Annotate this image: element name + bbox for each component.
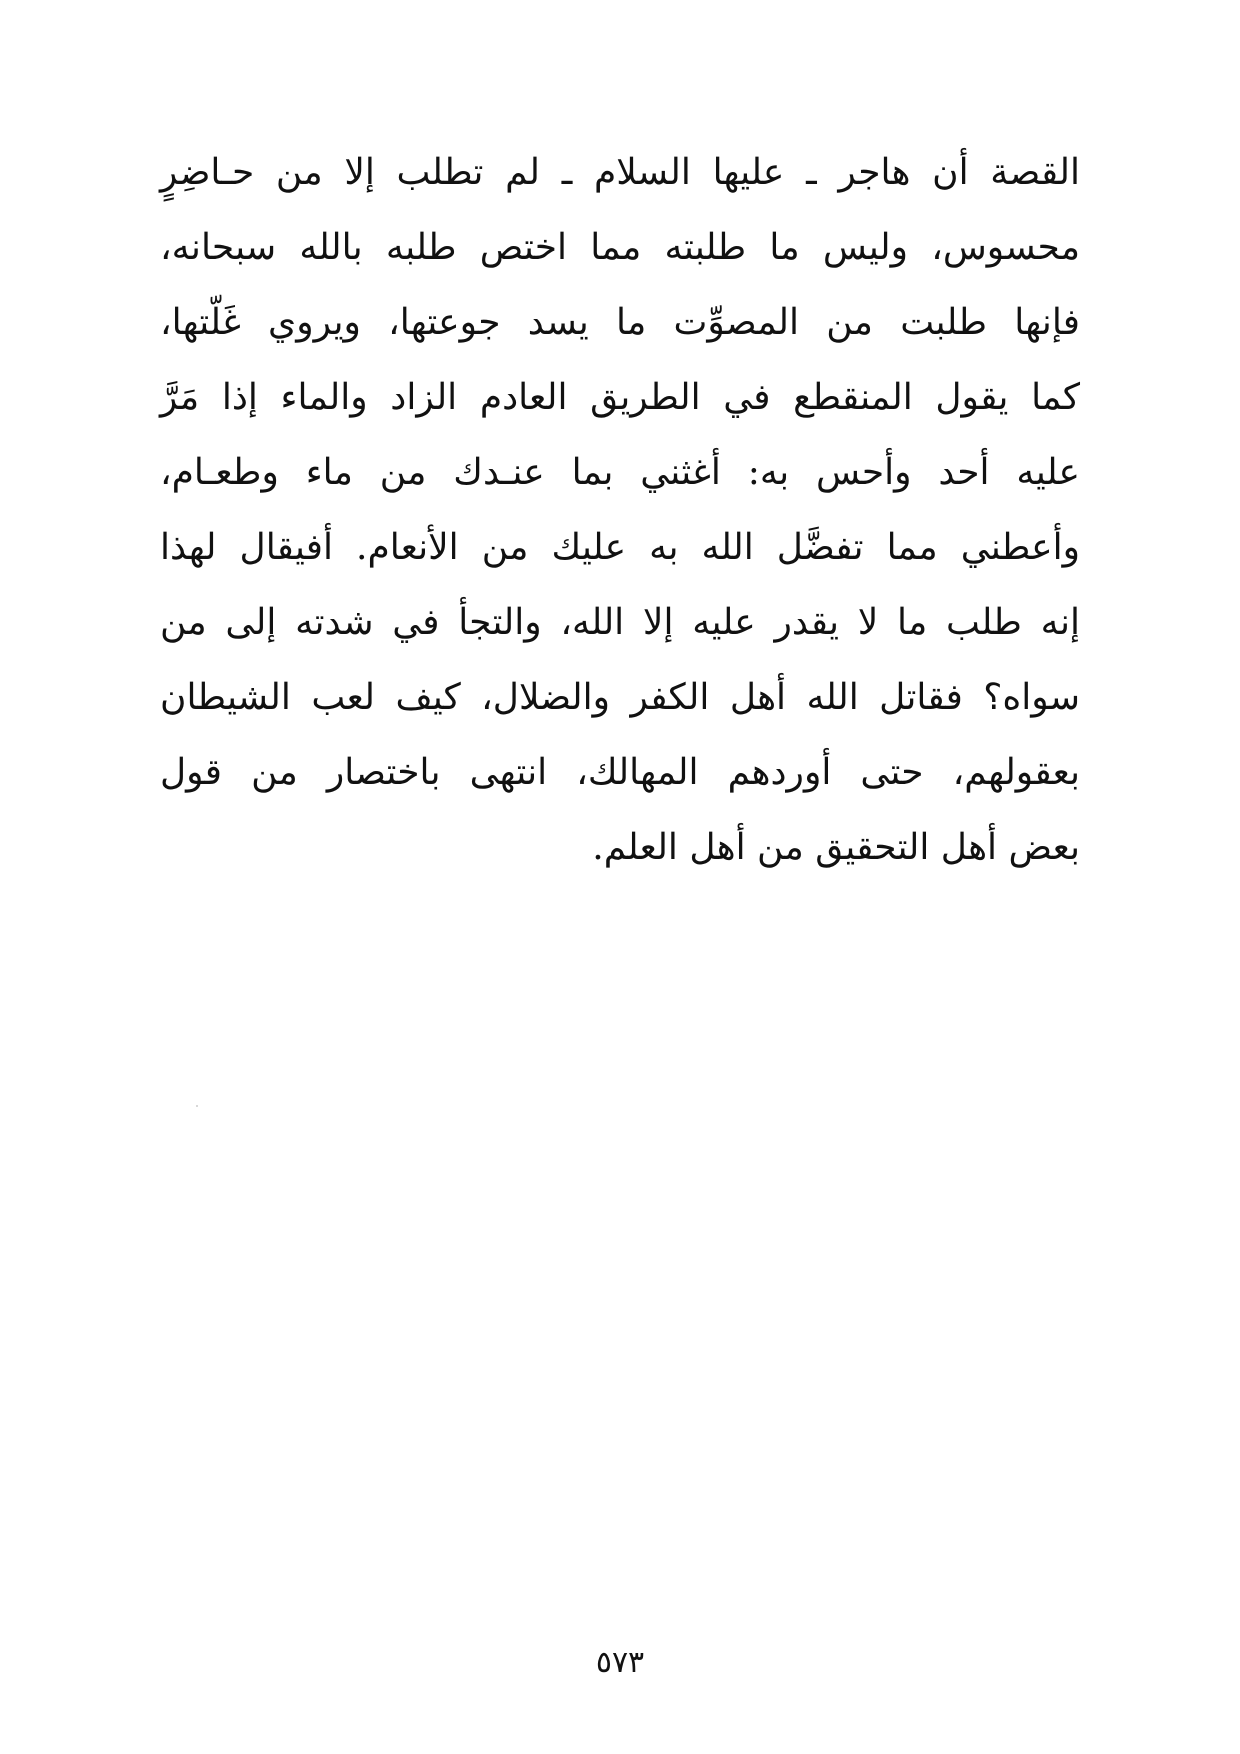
body-paragraph — [160, 135, 1080, 885]
scan-speck — [196, 1105, 198, 1107]
text-line: فإنها طلبت من المصوِّت ما يسد جوعتها، ويروي غَلّتها، — [160, 302, 1080, 343]
text-line: بعض أهل التحقيق من أهل العلم. — [592, 827, 1080, 868]
page-number: ٥٧٣ — [595, 1645, 645, 1680]
text-line: كما يقول المنقطع في الطريق العادم الزاد والماء إذا مَرَّ — [160, 377, 1080, 418]
text-line: سواه؟ فقاتل الله أهل الكفر والضلال، كيف لعب الشيطان — [160, 677, 1080, 718]
text-line: وأعطني مما تفضَّل الله به عليك من الأنعام. أفيقال لهذا — [160, 527, 1080, 568]
text-line: إنه طلب ما لا يقدر عليه إلا الله، والتجأ في شدته إلى من — [160, 602, 1080, 643]
text-line: عليه أحد وأحس به: أغثني بما عنـدك من ماء وطعـام، — [160, 452, 1080, 493]
text-line: محسوس، وليس ما طلبته مما اختص طلبه بالله سبحانه، — [160, 227, 1080, 268]
text-line: القصة أن هاجر ـ عليها السلام ـ لم تطلب إلا من حـاضِرٍ — [160, 152, 1080, 193]
text-line: بعقولهم، حتى أوردهم المهالك، انتهى باختصار من قول — [160, 752, 1080, 793]
